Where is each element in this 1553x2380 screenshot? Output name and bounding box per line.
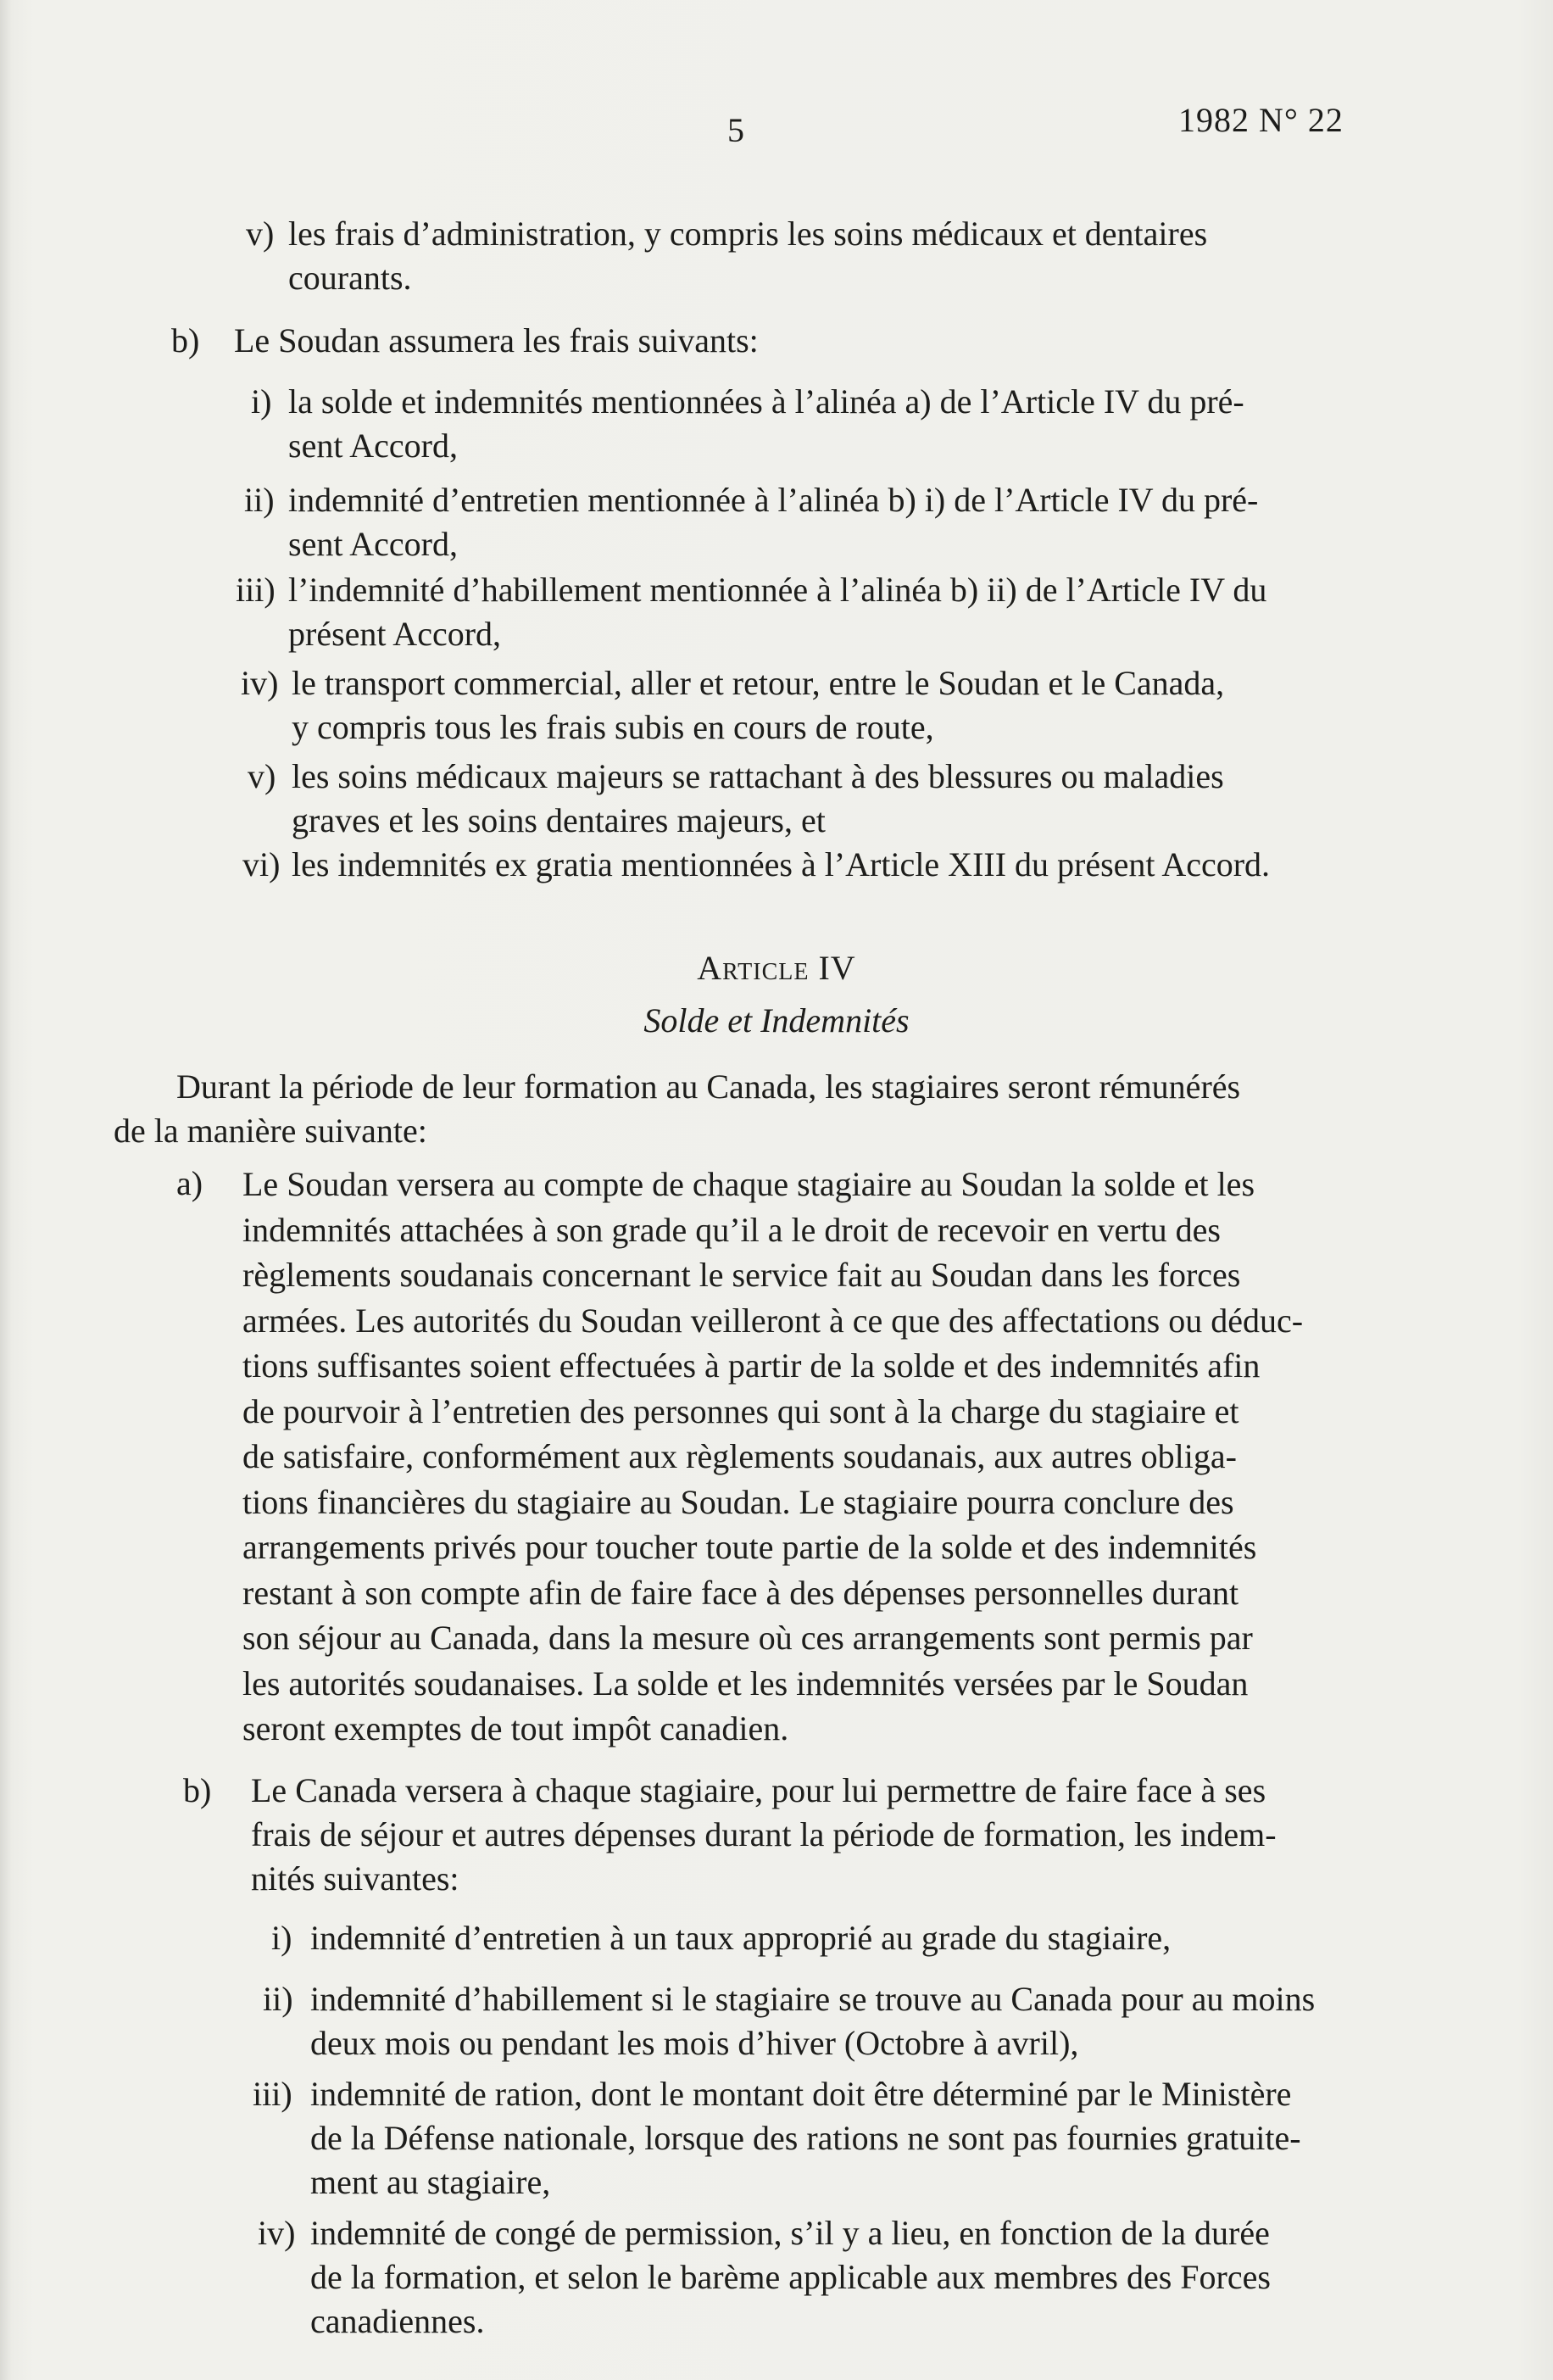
text-line: les frais d’administration, y compris les soins médicaux et dentaires <box>288 215 1208 253</box>
text-line: les soins médicaux majeurs se rattachant à des blessures ou maladies <box>292 757 1224 795</box>
text-line: armées. Les autorités du Soudan veilleront à ce que des affectations ou déduc- <box>242 1301 1304 1340</box>
text-line: de la Défense nationale, lorsque des rations ne sont pas fournies gratuite- <box>310 2119 1301 2157</box>
item-text <box>234 319 759 363</box>
page-number: 5 <box>727 111 744 149</box>
text-line: Le Canada versera à chaque stagiaire, pour lui permettre de faire face à ses <box>251 1771 1266 1809</box>
item-label: b) <box>171 321 200 360</box>
item-label: iv) <box>258 2214 296 2252</box>
text-line: Le Soudan assumera les frais suivants: <box>234 321 759 360</box>
item-label: iv) <box>241 664 279 702</box>
text-line: indemnité de congé de permission, s’il y a lieu, en fonction de la durée <box>310 2214 1270 2252</box>
item-text <box>251 1769 1277 1901</box>
item-text <box>288 568 1266 656</box>
item-text <box>310 1977 1315 2065</box>
item-label: ii) <box>244 481 275 519</box>
text-line: canadiennes. <box>310 2302 485 2340</box>
intro-text <box>114 1065 1241 1153</box>
item-label: b) <box>183 1771 212 1809</box>
text-line: présent Accord, <box>288 615 502 653</box>
text-line: arrangements privés pour toucher toute partie de la solde et des indemnités <box>242 1528 1257 1566</box>
text-line: les indemnités ex gratia mentionnées à l’Article XIII du présent Accord. <box>292 845 1271 883</box>
text-line: sent Accord, <box>288 525 458 563</box>
text-line: indemnité d’entretien à un taux approprié au grade du stagiaire, <box>310 1919 1172 1957</box>
item-text <box>310 1916 1171 1960</box>
text-line: son séjour au Canada, dans la mesure où ces arrangements sont permis par <box>242 1619 1253 1657</box>
text-line: ment au stagiaire, <box>310 2163 551 2201</box>
text-line: seront exemptes de tout impôt canadien. <box>242 1709 789 1747</box>
text-line: règlements soudanais concernant le service fait au Soudan dans les forces <box>242 1256 1241 1294</box>
text-line: restant à son compte afin de faire face à des dépenses personnelles durant <box>242 1573 1239 1612</box>
article-heading: Article IV <box>697 949 856 987</box>
item-text <box>288 212 1207 300</box>
text-line: l’indemnité d’habillement mentionnée à l’alinéa b) ii) de l’Article IV du <box>288 571 1267 609</box>
item-label: i) <box>251 382 272 421</box>
text-line: de satisfaire, conformément aux règlements soudanais, aux autres obliga- <box>242 1437 1237 1475</box>
item-text <box>310 2211 1271 2344</box>
text-line: les autorités soudanaises. La solde et les indemnités versées par le Soudan <box>242 1664 1249 1703</box>
item-text <box>288 478 1258 566</box>
text-line: tions financières du stagiaire au Soudan. Le stagiaire pourra conclure des <box>242 1482 1234 1521</box>
text-line: Le Soudan versera au compte de chaque stagiaire au Soudan la solde et les <box>242 1165 1255 1203</box>
text-line: frais de séjour et autres dépenses durant la période de formation, les indem- <box>251 1815 1277 1853</box>
text-line: de pourvoir à l’entretien des personnes qui sont à la charge du stagiaire et <box>242 1391 1239 1430</box>
page-header <box>0 100 1553 151</box>
text-line: Durant la période de leur formation au Canada, les stagiaires seront rémunérés <box>176 1067 1241 1106</box>
text-line: courants. <box>288 259 412 297</box>
item-label: v) <box>248 757 276 795</box>
item-label: v) <box>246 215 275 253</box>
item-label: a) <box>176 1164 203 1202</box>
item-label: ii) <box>263 1980 293 2018</box>
text-line: la solde et indemnités mentionnées à l’alinéa a) de l’Article IV du pré- <box>288 382 1244 421</box>
item-text <box>292 661 1224 750</box>
item-text <box>310 2072 1301 2204</box>
text-line: indemnité d’entretien mentionnée à l’alinéa b) i) de l’Article IV du pré- <box>288 481 1259 519</box>
text-line: indemnité de ration, dont le montant doit être déterminé par le Ministère <box>310 2075 1292 2113</box>
item-label: vi) <box>242 845 281 883</box>
text-line: nités suivantes: <box>251 1859 459 1898</box>
text-line: y compris tous les frais subis en cours de route, <box>292 708 934 746</box>
text-line: de la manière suivante: <box>114 1112 427 1150</box>
item-text <box>292 755 1224 843</box>
text-line: indemnités attachées à son grade qu’il a le droit de recevoir en vertu des <box>242 1210 1221 1249</box>
item-text <box>242 1162 1303 1752</box>
item-label: iii) <box>253 2075 292 2113</box>
item-text <box>288 380 1244 468</box>
item-text <box>292 843 1270 887</box>
text-line: indemnité d’habillement si le stagiaire se trouve au Canada pour au moins <box>310 1980 1316 2018</box>
text-line: graves et les soins dentaires majeurs, et <box>292 801 826 839</box>
text-line: de la formation, et selon le barème applicable aux membres des Forces <box>310 2258 1271 2296</box>
item-label: i) <box>271 1919 292 1957</box>
text-line: deux mois ou pendant les mois d’hiver (Octobre à avril), <box>310 2024 1079 2062</box>
article-subheading: Solde et Indemnités <box>643 1001 910 1040</box>
document-reference: 1982 N° 22 <box>1178 101 1344 139</box>
text-line: le transport commercial, aller et retour, entre le Soudan et le Canada, <box>292 664 1225 702</box>
text-line: sent Accord, <box>288 426 458 465</box>
text-line: tions suffisantes soient effectuées à partir de la solde et des indemnités afin <box>242 1346 1261 1385</box>
item-label: iii) <box>236 571 276 609</box>
